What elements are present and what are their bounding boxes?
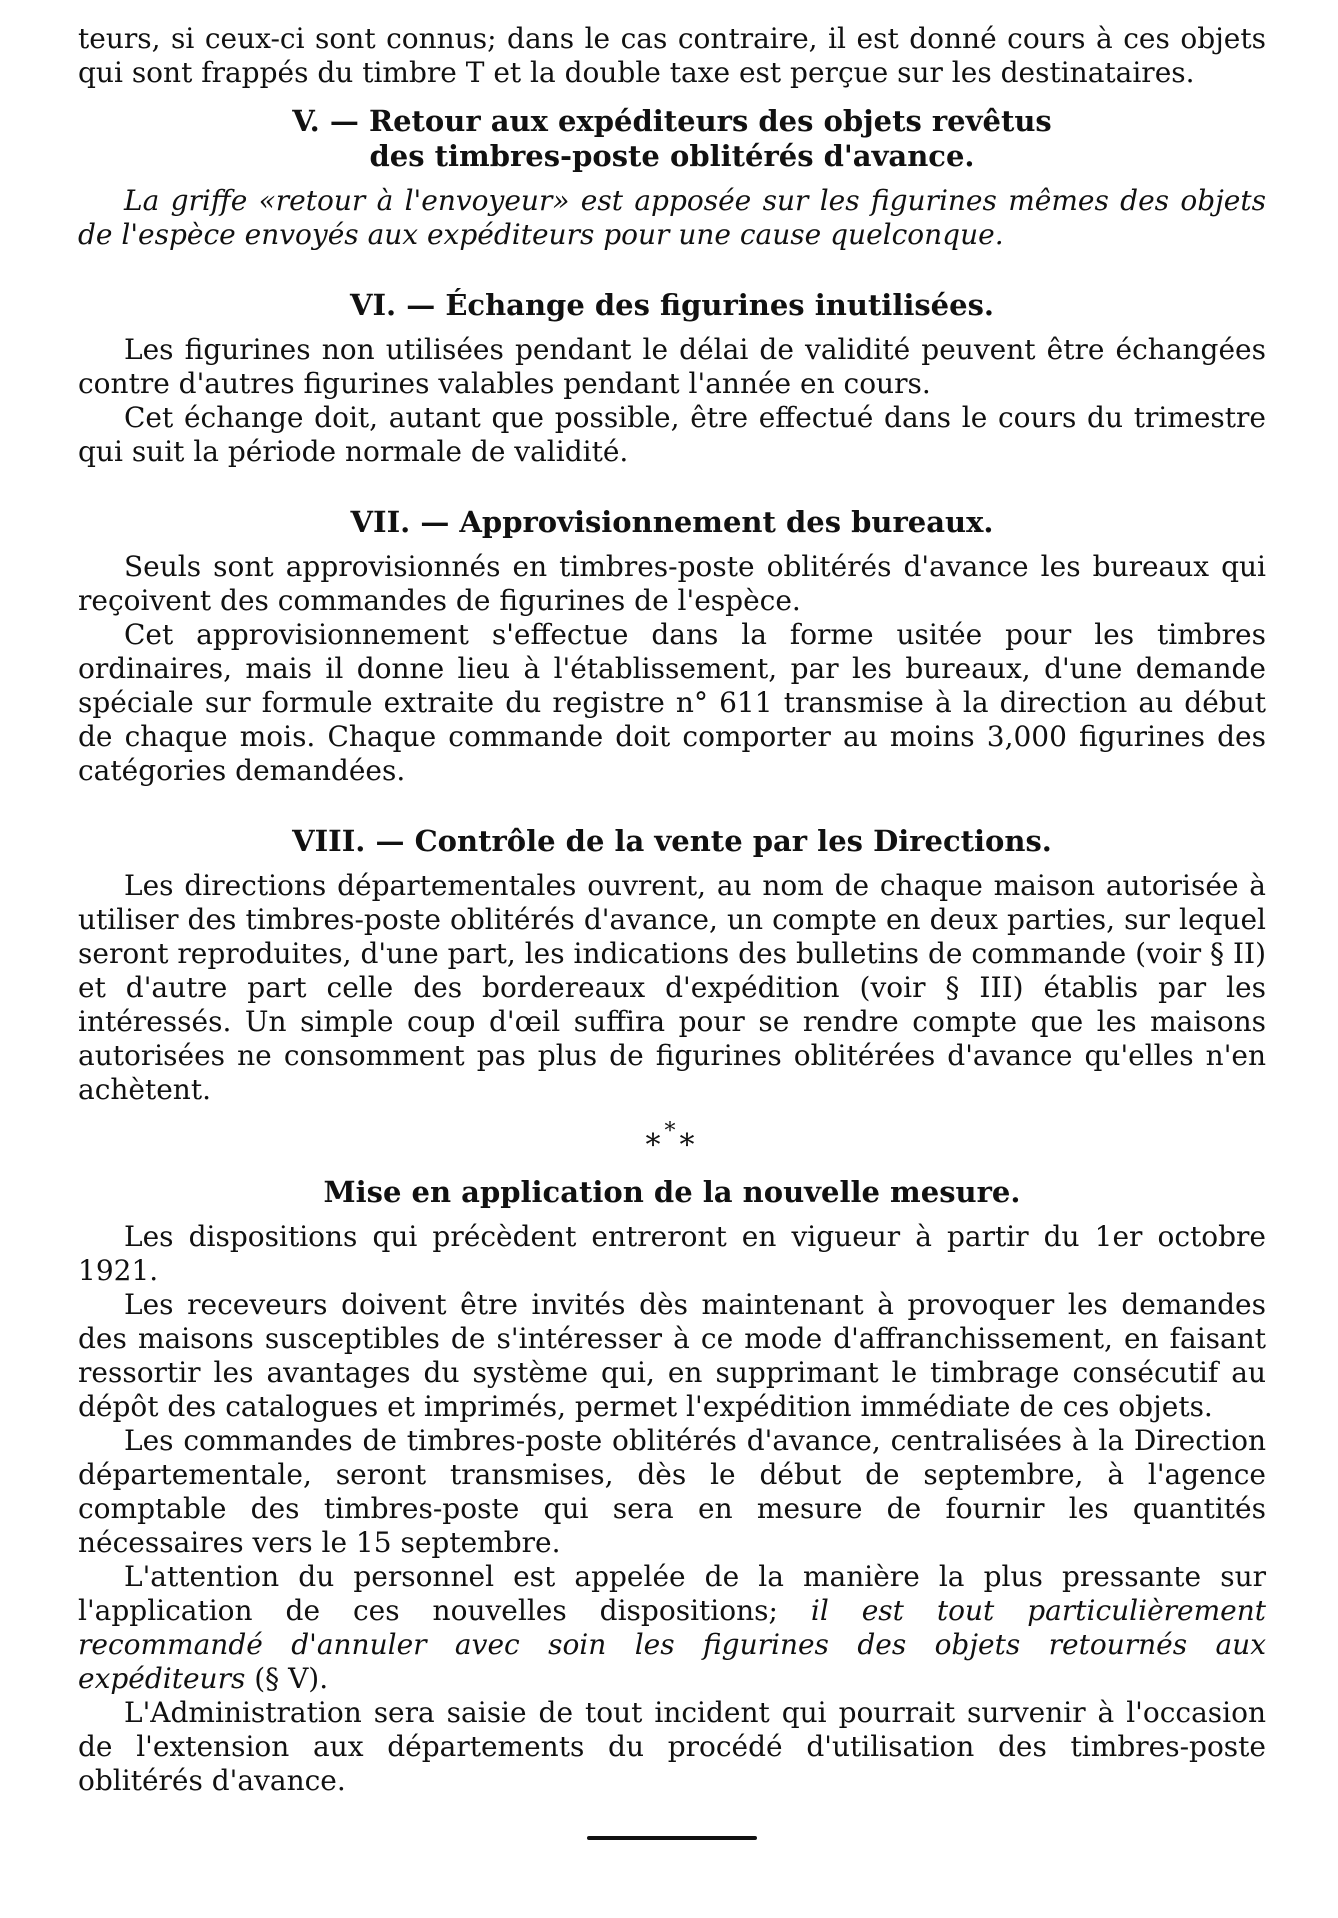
section-vii	[78, 505, 1266, 788]
section-vii-paragraph-2: Cet approvisionnement s'effectue dans la forme usitée pour les timbres ordinaires, mais il donne lieu à l'établissement, par les bureaux, d'une demande spéciale sur formule extraite du registre n° 611 transmise à la direction au début de chaque mois. Chaque commande doit comporter au moins 3,000 figurines des catégories demandées.	[78, 618, 1266, 787]
section-final-title: Mise en application de la nouvelle mesure.	[323, 1175, 1021, 1209]
section-viii-title: VIII. — Contrôle de la vente par les Directions.	[292, 824, 1052, 858]
asterism-star-left: *	[645, 1128, 665, 1163]
section-vi-paragraph-1: Les figurines non utilisées pendant le délai de validité peuvent être échangées contre d'autres figurines valables pendant l'année en cours.	[78, 333, 1266, 400]
final-paragraph-4	[78, 1560, 1266, 1696]
section-vii-title: VII. — Approvisionnement des bureaux.	[350, 505, 994, 539]
section-viii-paragraph: Les directions départementales ouvrent, au nom de chaque maison autorisée à utiliser des timbres-poste oblitérés d'avance, un compte en deux parties, sur lequel seront reproduites, d'une part, les indications des bulletins de commande (voir § II) et d'autre part celle des bordereaux d'expédition (voir § III) établis par les intéressés. Un simple coup d'œil suffira pour se rendre compte que les maisons autorisées ne consomment pas plus de figurines oblitérées d'avance qu'elles n'en achètent.	[78, 869, 1266, 1106]
intro-paragraph: teurs, si ceux-ci sont connus; dans le cas contraire, il est donné cours à ces objets qui sont frappés du timbre T et la double taxe est perçue sur les destinataires.	[78, 22, 1266, 89]
section-v-title-line1: V. — Retour aux expéditeurs des objets revêtus	[292, 104, 1052, 138]
asterism-star-top: *	[664, 1119, 680, 1144]
section-final	[78, 1175, 1266, 1798]
final-paragraph-5: L'Administration sera saisie de tout incident qui pourrait survenir à l'occasion de l'extension aux départements du procédé d'utilisation des timbres-poste oblitérés d'avance.	[78, 1696, 1266, 1797]
section-v	[78, 104, 1266, 252]
final-paragraph-3: Les commandes de timbres-poste oblitérés d'avance, centralisées à la Direction départementale, seront transmises, dès le début de septembre, à l'agence comptable des timbres-poste qui sera en mesure de fournir les quantités nécessaires vers le 15 septembre.	[78, 1424, 1266, 1559]
section-vii-paragraph-1: Seuls sont approvisionnés en timbres-poste oblitérés d'avance les bureaux qui reçoivent des commandes de figurines de l'espèce.	[78, 550, 1266, 617]
section-vi-title: VI. — Échange des figurines inutilisées.	[349, 288, 995, 322]
section-v-paragraph: La griffe «retour à l'envoyeur» est apposée sur les figurines mêmes des objets de l'espèce envoyés aux expéditeurs pour une cause quelconque.	[78, 184, 1266, 251]
section-viii	[78, 824, 1266, 1107]
end-rule	[587, 1836, 757, 1840]
asterism-divider	[78, 1121, 1266, 1163]
section-v-title-line2: des timbres-poste oblitérés d'avance.	[369, 139, 975, 173]
final-paragraph-4-end: (§ V).	[245, 1662, 329, 1695]
final-paragraph-1: Les dispositions qui précèdent entreront en vigueur à partir du 1er octobre 1921.	[78, 1220, 1266, 1287]
final-paragraph-4-italic: il est tout particulièrement recommandé d'annuler avec soin les figurines des objets retournés aux expéditeurs	[78, 1594, 1266, 1695]
section-vi-paragraph-2: Cet échange doit, autant que possible, être effectué dans le cours du trimestre qui suit la période normale de validité.	[78, 401, 1266, 468]
final-paragraph-4-roman: L'attention du personnel est appelée de la manière la plus pressante sur l'application de ces nouvelles dispositions;	[78, 1560, 1266, 1627]
final-paragraph-2: Les receveurs doivent être invités dès maintenant à provoquer les demandes des maisons susceptibles de s'intéresser à ce mode d'affranchissement, en faisant ressortir les avantages du système qui, en supprimant le timbrage consécutif au dépôt des catalogues et imprimés, permet l'expédition immédiate de ces objets.	[78, 1288, 1266, 1423]
section-vi	[78, 288, 1266, 469]
asterism-star-right: *	[679, 1128, 699, 1163]
